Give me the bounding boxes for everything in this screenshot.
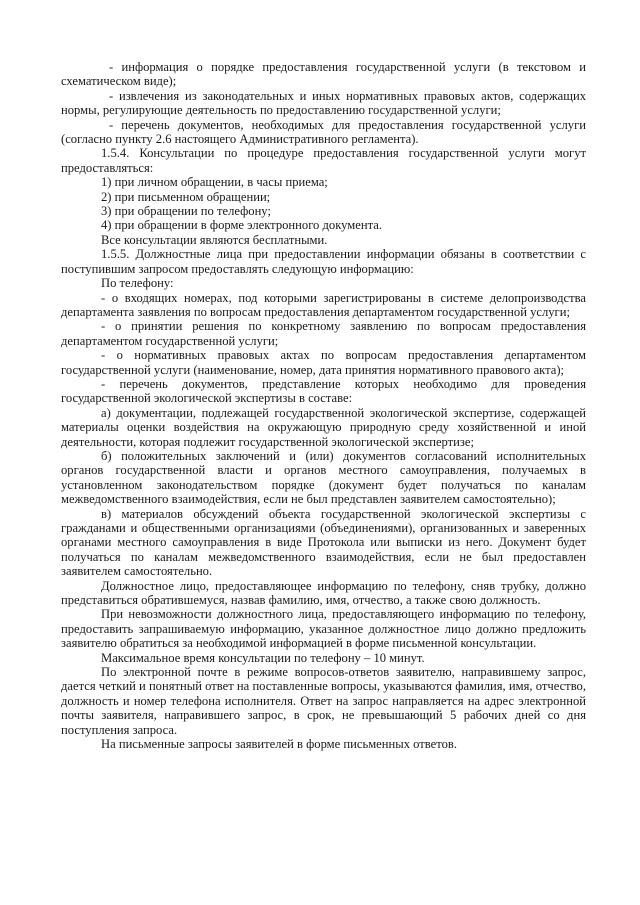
paragraph-1-5-4: 1.5.4. Консультации по процедуре предоставления государственной услуги могут предоставляться: — [61, 146, 586, 175]
list-item-1: 1) при личном обращении, в часы приема; — [101, 175, 328, 190]
paragraph-written-requests: На письменные запросы заявителей в форме письменных ответов. — [101, 737, 457, 752]
paragraph-incoming-numbers: - о входящих номерах, под которыми зарегистрированы в системе делопроизводства департамента заявления по вопросам предоставления департаментом государственной услуги; — [61, 290, 586, 319]
paragraph-item-b: б) положительных заключений и (или) документов согласований исполнительных органов государственной власти и органов местного самоуправления, получаемых в установленном законодательством порядке (документ будет получаться по каналам межведомственного взаимодействия, если не был представлен заявителем самостоятельно); — [61, 448, 586, 507]
paragraph-law-extracts: - извлечения из законодательных и иных нормативных правовых актов, содержащих нормы, регулирующие деятельность по предоставлению государственной услуги; — [61, 88, 586, 118]
paragraph-info-order: - информация о порядке предоставления государственной услуги (в текстовом и схематическом виде); — [61, 60, 586, 89]
paragraph-document-list: - перечень документов, необходимых для предоставления государственной услуги (согласно пункту 2.6 настоящего Административного регламента). — [61, 117, 586, 147]
paragraph-email: По электронной почте в режиме вопросов-ответов заявителю, направившему запрос, дается четкий и понятный ответ на поставленные вопросы, указываются фамилия, имя, отчество, должность и номер телефона исполнителя. Ответ на запрос направляется на адрес электронной почты заявителя, направившего запрос, в срок, не превышающий 5 рабочих дней со дня поступления запроса. — [61, 665, 586, 737]
list-item-2: 2) при письменном обращении; — [101, 189, 271, 204]
paragraph-impossibility: При невозможности должностного лица, предоставляющего информацию по телефону, предоставить запрашиваемую информацию, указанное должностное лицо должно предложить заявителю обратиться за необходимой информацией в форме письменной консультации. — [61, 607, 586, 651]
list-item-3: 3) при обращении по телефону; — [101, 204, 271, 219]
paragraph-item-c: в) материалов обсуждений объекта государственной экологической экспертизы с гражданами и общественными организациями (объединениями), организованных и заверенных органами местного самоуправления в виде Протокола или выписки из него. Документ будет получаться по каналам межведомственного взаимодействия, если не был предоставлен заявителем самостоятельно. — [61, 506, 586, 579]
paragraph-by-phone: По телефону: — [101, 276, 174, 291]
paragraph-item-a: а) документации, подлежащей государственной экологической экспертизе, содержащей материалы оценки воздействия на окружающую природную среду хозяйственной и иной деятельности, которая подлежит государственной экологической экспертизе; — [61, 405, 586, 449]
paragraph-official-phone: Должностное лицо, предоставляющее информацию по телефону, сняв трубку, должно представиться обратившемуся, назвав фамилию, имя, отчество, а также свою должность. — [61, 578, 586, 608]
paragraph-required-documents: - перечень документов, представление которых необходимо для проведения государственной экологической экспертизы в составе: — [61, 376, 586, 406]
list-item-4: 4) при обращении в форме электронного документа. — [101, 218, 382, 233]
paragraph-1-5-5: 1.5.5. Должностные лица при предоставлении информации обязаны в соответствии с поступившим запросом предоставлять следующую информацию: — [61, 247, 586, 276]
paragraph-normative-acts: - о нормативных правовых актах по вопросам предоставления департаментом государственной услуги (наименование, номер, дата принятия нормативного правового акта); — [61, 348, 586, 377]
paragraph-max-time: Максимальное время консультации по телефону – 10 минут. — [101, 650, 425, 665]
paragraph-free-consultations: Все консультации являются бесплатными. — [101, 232, 328, 247]
paragraph-decision: - о принятии решения по конкретному заявлению по вопросам предоставления департаментом государственной услуги; — [61, 319, 586, 348]
